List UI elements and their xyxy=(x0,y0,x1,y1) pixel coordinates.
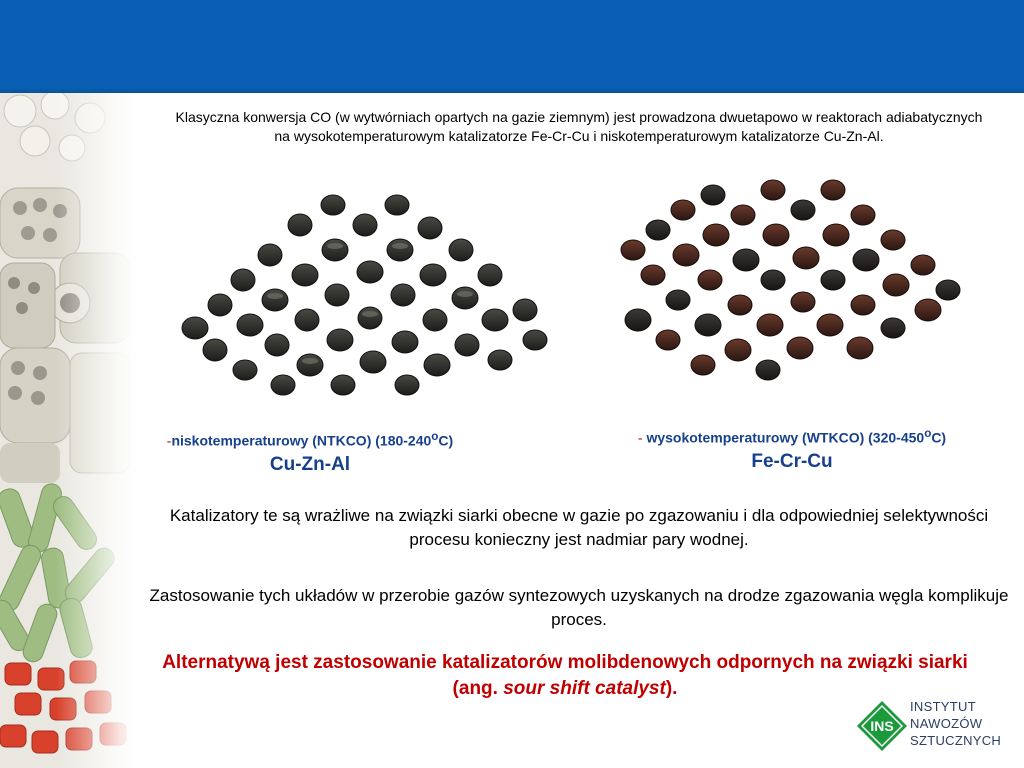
ins-logo-mark xyxy=(856,700,908,752)
caption-dash: - xyxy=(637,429,647,446)
alternative-statement xyxy=(140,650,990,702)
logo-line-fertilizers: NAWOZÓW xyxy=(910,716,983,731)
alternative-text-end: ). xyxy=(665,678,678,699)
decorative-fade xyxy=(0,93,140,768)
ins-logo xyxy=(856,698,1016,754)
logo-line-synthetic: SZTUCZNYCH xyxy=(910,733,1002,748)
ins-logo-mark-text: INS xyxy=(870,718,894,734)
sour-shift-term: sour shift catalyst xyxy=(503,678,666,699)
caption-unit: C) xyxy=(438,432,454,449)
caption-label-text: niskotemperaturowy (NTKCO) (180-240 xyxy=(171,432,432,449)
degree-sup: o xyxy=(924,427,932,440)
caption-label-text: wysokotemperaturowy (WTKCO) (320-450 xyxy=(646,429,925,446)
ntkco-catalyst-name: Cu-Zn-Al xyxy=(269,453,351,475)
sulfur-sensitivity-text: Katalizatory te są wrażliwe na związki siarki obecne w gazie po zgazowaniu i dla odpowiedniej selektywności procesu konieczny jest nadmiar pary wodnej. xyxy=(169,506,989,549)
fe-cr-cu-pellets-photo xyxy=(608,170,968,405)
header-bar-shadow xyxy=(0,88,1024,93)
decorative-catalyst-strip xyxy=(0,93,140,768)
caption-unit: C) xyxy=(931,429,947,446)
ntkco-caption-label xyxy=(132,428,488,450)
caption-dash: - xyxy=(166,432,172,449)
intro-text: Klasyczna konwersja CO (w wytwórniach opartych na gazie ziemnym) jest prowadzona dwuetapowo w reaktorach adiabatycznych na wysokotemperaturowym katalizatorze Fe-Cr-Cu i niskotemperaturowym katalizatorze Cu-Zn-Al. xyxy=(175,109,983,144)
cu-zn-al-pellets-photo xyxy=(165,180,555,405)
degree-sup: o xyxy=(431,430,439,443)
wtkco-caption xyxy=(598,425,986,474)
ntkco-caption xyxy=(132,428,488,477)
logo-line-institute: INSTYTUT xyxy=(910,699,976,714)
ins-logo-text xyxy=(910,698,1001,749)
wtkco-catalyst-name: Fe-Cr-Cu xyxy=(751,450,833,472)
alternative-text: Alternatywą jest zastosowanie katalizatorów molibdenowych odpornych na związki siarki (ang. xyxy=(162,652,968,699)
wtkco-caption-label xyxy=(598,425,986,447)
header-bar xyxy=(0,0,1024,93)
coal-gasification-text: Zastosowanie tych układów w przerobie gazów syntezowych uzyskanych na drodze zgazowania węgla komplikuje proces. xyxy=(149,586,1009,629)
